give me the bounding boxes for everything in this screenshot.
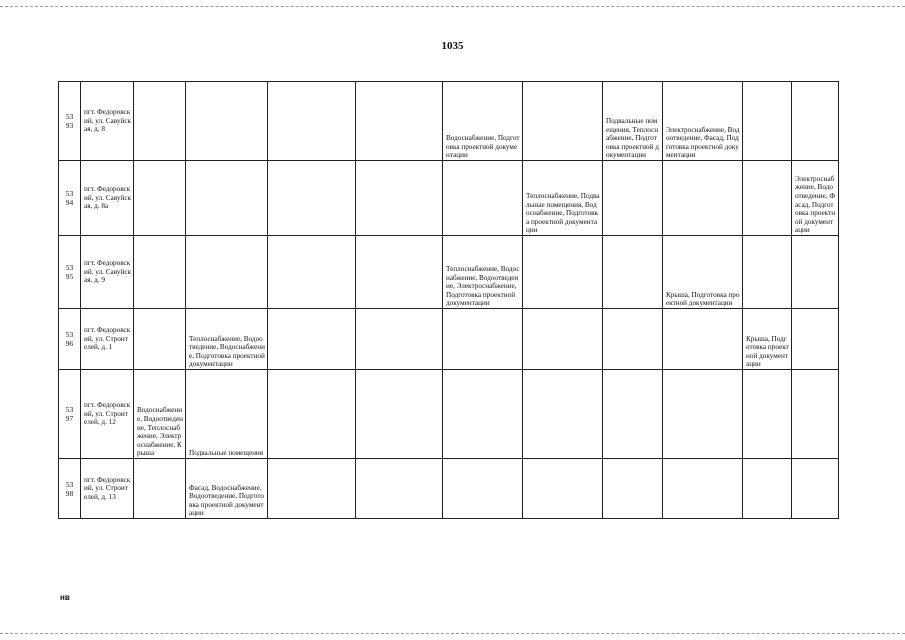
works-cell	[663, 459, 743, 519]
table-row	[59, 309, 839, 370]
works-cell: Фасад, Водоснабжение, Водоотведение, Подготовка проектной документации	[186, 459, 268, 519]
works-cell	[268, 161, 356, 236]
address-cell: пгт. Федоровский, ул. Строителей, д. 1	[81, 309, 134, 370]
works-cell: Крыша, Подготовка проектной документации	[743, 309, 792, 370]
table-row	[59, 370, 839, 459]
works-cell	[134, 459, 186, 519]
scan-edge-top	[0, 6, 905, 7]
works-cell	[134, 236, 186, 309]
address-cell: пгт. Федоровский, ул. Строителей, д. 12	[81, 370, 134, 459]
works-cell	[792, 459, 839, 519]
works-cell	[443, 370, 523, 459]
works-cell: Водоснабжение, Водоотведение, Теплоснабжение, Электроснабжение, Крыша	[134, 370, 186, 459]
works-cell	[523, 459, 603, 519]
works-cell: Крыша, Подготовка проектной документации	[663, 236, 743, 309]
scan-edge-bottom	[0, 633, 905, 634]
works-cell	[743, 161, 792, 236]
works-cell	[523, 370, 603, 459]
row-number: 53 98	[59, 459, 81, 519]
page-number: 1035	[441, 40, 464, 52]
works-cell: Подвальные помещения, Теплоснабжение, Подготовка проектной документации	[603, 82, 663, 161]
works-cell	[186, 236, 268, 309]
works-cell	[268, 309, 356, 370]
works-cell	[792, 82, 839, 161]
works-cell	[663, 309, 743, 370]
works-cell	[356, 370, 443, 459]
works-cell	[743, 459, 792, 519]
row-number: 53 93	[59, 82, 81, 161]
address-cell: пгт. Федоровский, ул. Савуйская, д. 9	[81, 236, 134, 309]
works-cell: Водоснабжение, Подготовка проектной документации	[443, 82, 523, 161]
works-cell	[268, 459, 356, 519]
works-cell: Теплоснабжение, Водоснабжение, Водоотведение, Электроснабжение, Подготовка проектной документации	[443, 236, 523, 309]
row-number: 53 97	[59, 370, 81, 459]
works-cell	[134, 82, 186, 161]
works-cell	[792, 370, 839, 459]
address-cell: пгт. Федоровский, ул. Савуйская, д. 8	[81, 82, 134, 161]
table-row	[59, 161, 839, 236]
works-cell	[743, 236, 792, 309]
works-cell	[186, 82, 268, 161]
works-cell	[268, 236, 356, 309]
works-cell	[356, 309, 443, 370]
works-cell	[603, 459, 663, 519]
works-cell	[356, 459, 443, 519]
address-cell: пгт. Федоровский, ул. Строителей, д. 13	[81, 459, 134, 519]
works-cell	[743, 370, 792, 459]
works-cell	[603, 161, 663, 236]
works-cell: Электроснабжение, Водоотведение, Фасад, Подготовка проектной документации	[663, 82, 743, 161]
works-cell	[134, 161, 186, 236]
capital-repair-table	[58, 81, 839, 519]
works-cell	[134, 309, 186, 370]
works-cell	[186, 161, 268, 236]
works-cell	[268, 370, 356, 459]
footer-mark: нв	[60, 593, 70, 602]
works-cell	[523, 236, 603, 309]
works-cell	[603, 309, 663, 370]
works-cell: Теплоснабжение, Водоотведение, Водоснабжение, Подготовка проектной документации	[186, 309, 268, 370]
works-cell: Теплоснабжение, Подвальные помещения, Водоснабжение, Подготовка проектной документации	[523, 161, 603, 236]
works-cell	[603, 236, 663, 309]
works-cell	[792, 236, 839, 309]
works-cell	[443, 309, 523, 370]
row-number: 53 96	[59, 309, 81, 370]
works-cell: Подвальные помещения	[186, 370, 268, 459]
works-cell: Электроснабжение, Водоотведение, Фасад, Подготовка проектной документации	[792, 161, 839, 236]
row-number: 53 94	[59, 161, 81, 236]
works-cell	[603, 370, 663, 459]
table-row	[59, 459, 839, 519]
works-cell	[356, 82, 443, 161]
works-cell	[743, 82, 792, 161]
address-cell: пгт. Федоровский, ул. Савуйская, д. 8а	[81, 161, 134, 236]
works-cell	[356, 236, 443, 309]
works-cell	[356, 161, 443, 236]
table-row	[59, 82, 839, 161]
works-cell	[792, 309, 839, 370]
works-cell	[663, 370, 743, 459]
works-cell	[443, 459, 523, 519]
table-row	[59, 236, 839, 309]
works-cell	[523, 309, 603, 370]
row-number: 53 95	[59, 236, 81, 309]
works-cell	[268, 82, 356, 161]
works-cell	[523, 82, 603, 161]
works-cell	[663, 161, 743, 236]
works-cell	[443, 161, 523, 236]
